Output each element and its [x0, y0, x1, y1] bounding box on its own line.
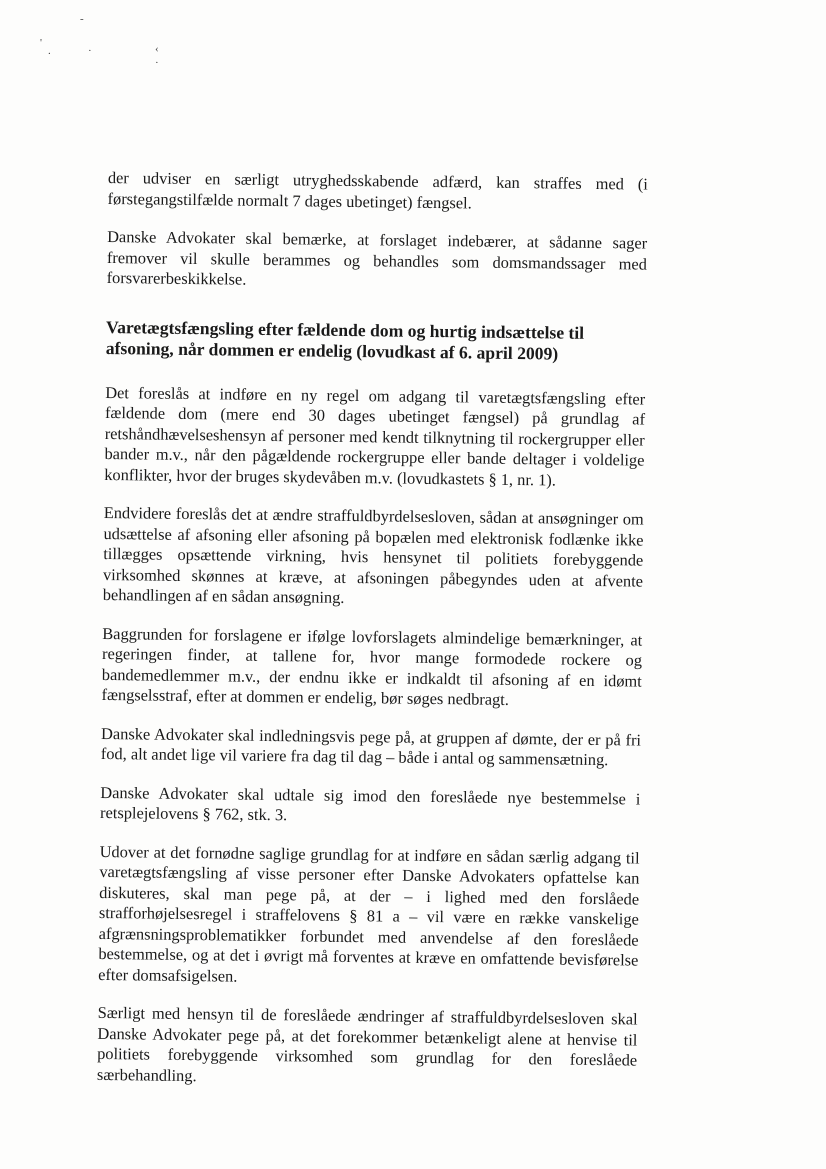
paragraph: Danske Advokater skal udtale sig imod den foreslåede nye bestemmelse i retsplejelovens § 762, stk. 3.	[100, 782, 641, 825]
paragraph: der udviser en særligt utryghedsskabende adfærd, kan straffes med (i førstegangstilfælde normalt 7 dages ubetinget) fængsel.	[107, 168, 648, 212]
paragraph: Det foreslås at indføre en ny regel om adgang til varetægtsfængsling efter fældende dom (mere end 30 dages ubetinget fængsel) på grundlag af retshåndhævelseshensyn af personer med kendt tilknytning til rockergrupper eller bander m.v., når den pågældende rockergruppe eller bande deltager i voldelige konflikter, hvor der bruges skydevåben m.v. (lovudkastets § 1, nr. 1).	[104, 382, 646, 489]
paragraph: Endvidere foreslås det at ændre straffuldbyrdelsesloven, sådan at ansøgninger om udsættelse af afsoning eller afsoning på bopælen med elektronisk fodlænke ikke tillægges opsættende virkning, hvis hensynet til politiets forebyggende virksomhed skønnes at kræve, at afsoningen påbegyndes uden at afvente behandlingen af en sådan ansøgning.	[102, 502, 644, 607]
paragraph: Danske Advokater skal bemærke, at forslaget indebærer, at sådanne sager fremover vil skulle berammes og behandles som domsmandssager med forsvarerbeskikkelse.	[106, 226, 648, 289]
paragraph: Særligt med hensyn til de foreslåede ændringer af straffuldbyrdelsesloven skal Danske Advokater pege på, at det forekommer betænkeligt alene at henvise til politiets forebyggende virksomhed som grundlag for den foreslåede særbehandling.	[96, 1002, 638, 1085]
section-heading: Varetægtsfængsling efter fældende dom og hurtig indsættelse til afsoning, når dommen er endelig (lovudkast af 6. april 2009)	[105, 316, 585, 364]
paragraph: Danske Advokater skal indledningsvis pege på, at gruppen af dømte, der er på fri fod, alt andet lige vil variere fra dag til dag – både i antal og sammensætning.	[100, 723, 642, 770]
paragraph: Udover at det fornødne saglige grundlag for at indføre en sådan særlig adgang til varetægtsfængsling af visse personer efter Danske Advokaters opfattelse kan diskuteres, skal man pege på, at der – i lighed med den forslåede strafforhøjelsesregel i straffelovens § 81 a – vil være en række vanskelige afgrænsningsproblematikker forbundet med anvendelse af den foreslåede bestemmelse, og at det i øvrigt må forventes at kræve en omfattende bevisførelse efter domsafsigelsen.	[98, 841, 640, 986]
document-page	[97, 168, 648, 1110]
paragraph: Baggrunden for forslagene er ifølge lovforslagets almindelige bemærkninger, at regeringen finder, at tallene for, hvor mange formodede rockere og bandemedlemmer m.v., der endnu ikke er indkaldt til afsoning af en idømt fængselsstraf, efter at dommen er endelig, bør søges nedbragt.	[101, 623, 643, 709]
